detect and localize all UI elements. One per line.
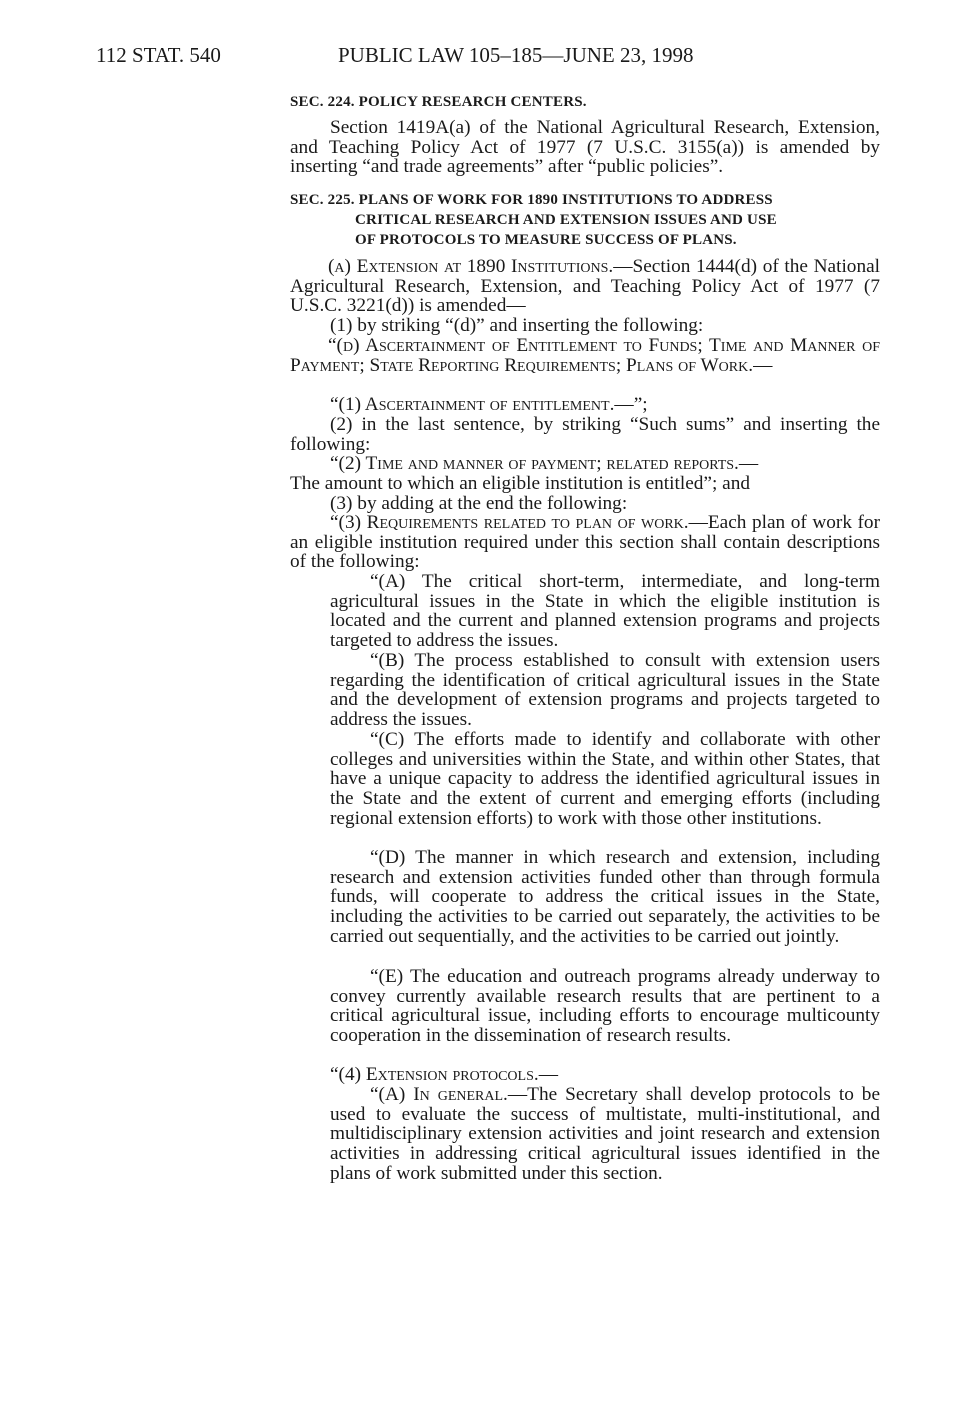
item-2: (2) in the last sentence, by striking “Such sums” and inserting the following: — [290, 414, 880, 455]
section-224-heading: SEC. 224. POLICY RESEARCH CENTERS. — [290, 94, 587, 110]
section-224-body: Section 1419A(a) of the National Agricultural Research, Extension, and Teaching Policy Act of 1977 (7 U.S.C. 3155(a)) is amended by inserting “and trade agreements” after “public policies”. — [290, 117, 880, 178]
paragraph-d1 — [330, 395, 648, 415]
item-3: (3) by adding at the end the following: — [330, 493, 628, 514]
paragraph-d2-text: The amount to which an eligible institution is entitled”; and — [290, 473, 750, 494]
section-225-heading-line2: CRITICAL RESEARCH AND EXTENSION ISSUES AND USE — [355, 212, 777, 228]
paragraph-d3-caption: “(3) Requirements related to plan of work. — [330, 512, 689, 533]
new-subsection-d-dash: — — [753, 354, 773, 376]
subsection-a — [290, 257, 880, 316]
page-reference: 112 STAT. 540 — [96, 43, 221, 67]
subparagraph-4A-text: —The Secretary shall develop protocols to be used to evaluate the success of multistate, multi-institutional, and multidisciplinary extension activities and joint research and extension activities in addressing critical agricultural issues identified in the plans of work submitted under this section. — [330, 1084, 880, 1184]
subparagraph-C: “(C) The efforts made to identify and collaborate with other colleges and universities within the State, and within other States, that have a unique capacity to address the identified agricultural issues in the State and the extent of current and emerging efforts (including regional extension efforts) to work with those other institutions. — [330, 729, 880, 829]
subparagraph-A: “(A) The critical short-term, intermediate, and long-term agricultural issues in the State in which the eligible institution is located and the current and planned extension programs and projects targeted to address the issues. — [330, 571, 880, 652]
subparagraph-4A — [330, 1085, 880, 1184]
law-title: PUBLIC LAW 105–185—JUNE 23, 1998 — [338, 43, 694, 67]
paragraph-d2-dash: — — [738, 453, 759, 474]
paragraph-d4-heading — [330, 1065, 558, 1085]
item-1: (1) by striking “(d)” and inserting the following: — [330, 315, 704, 336]
section-225-heading-line3: OF PROTOCOLS TO MEASURE SUCCESS OF PLANS. — [355, 232, 737, 248]
paragraph-d4-caption: “(4) Extension protocols. — [330, 1064, 539, 1085]
subsection-a-text: —Section 1444(d) of the National Agricultural Research, Extension, and Teaching Policy Act of 1977 (7 U.S.C. 3221(d)) is amended— — [290, 256, 880, 317]
subparagraph-E: “(E) The education and outreach programs already underway to convey currently available research results that are pertinent to a critical agricultural issue, including efforts to encourage multicounty cooperation in the dissemination of research results. — [330, 966, 880, 1047]
new-subsection-d-heading — [290, 336, 880, 375]
paragraph-d1-tail: —”; — [614, 394, 648, 415]
subparagraph-D: “(D) The manner in which research and extension, including research and extension activities funded other than through formula funds, will cooperate to address the critical issues in the State, including the activities to be carried out separately, the activities to be carried out sequentially, and the activities to be carried out jointly. — [330, 847, 880, 947]
new-subsection-d-caption: “(d) Ascertainment of Entitlement to Funds; Time and Manner of Payment; State Reporting Requirements; Plans of Work. — [290, 335, 880, 376]
paragraph-d2-caption-line — [330, 454, 758, 474]
paragraph-d3-text: —Each plan of work for an eligible institution required under this section shall contain descriptions of the following: — [290, 512, 880, 573]
paragraph-d1-caption: “(1) Ascertainment of entitlement. — [330, 394, 615, 415]
subsection-a-caption: (a) Extension at 1890 Institutions. — [328, 256, 614, 277]
section-225-heading-line1: SEC. 225. PLANS OF WORK FOR 1890 INSTITUTIONS TO ADDRESS — [290, 192, 773, 208]
subparagraph-B: “(B) The process established to consult with extension users regarding the identification of critical agricultural issues in the State and the development of extension programs and projects targeted to address the issues. — [330, 650, 880, 731]
paragraph-d4-dash: — — [538, 1064, 558, 1085]
paragraph-d2-caption: “(2) Time and manner of payment; related reports. — [330, 453, 739, 474]
subparagraph-4A-caption: “(A) In general. — [370, 1084, 508, 1105]
paragraph-d3 — [290, 513, 880, 572]
